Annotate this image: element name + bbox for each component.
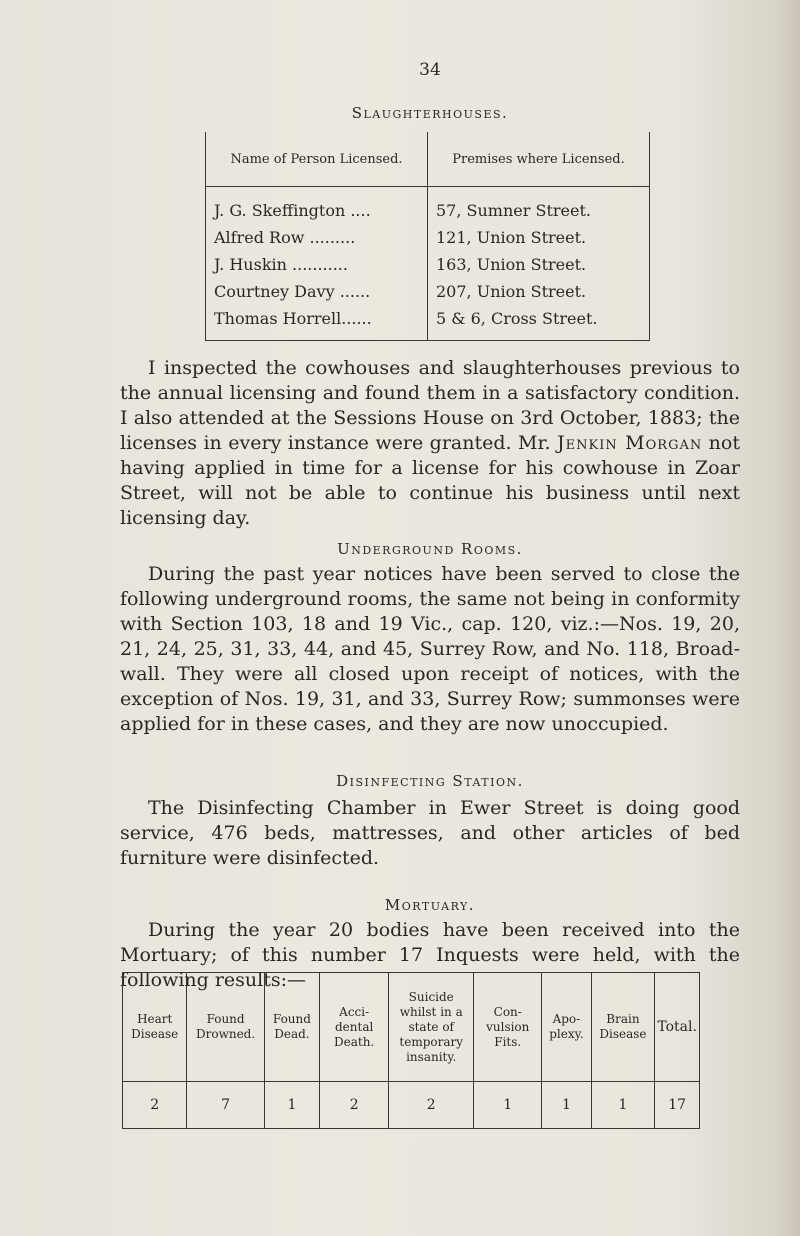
mortuary-paragraph: During the year 20 bodies have been received into the Mortuary; of this number 17 Inquests were held, with the following results:— [120, 919, 740, 991]
premises-address: 57, Sumner Street. [428, 187, 650, 225]
table-row [206, 278, 650, 305]
table-row [206, 251, 650, 278]
table-cell: 1 [264, 1082, 319, 1129]
licensee-name: Alfred Row ......... [206, 224, 428, 251]
licensee-name: J. Huskin ........... [206, 251, 428, 278]
column-header: Premises where Licensed. [428, 132, 650, 187]
column-header: Found Drowned. [187, 973, 264, 1082]
premises-address: 163, Union Street. [428, 251, 650, 278]
table-cell: 1 [474, 1082, 542, 1129]
column-header: Apo- plexy. [542, 973, 591, 1082]
inquest-results-table [122, 972, 700, 1129]
column-header: Found Dead. [264, 973, 319, 1082]
column-header: Name of Person Licensed. [206, 132, 428, 187]
column-header: Suicide whilst in a state of temporary insanity. [389, 973, 474, 1082]
licensee-name: Thomas Horrell...... [206, 305, 428, 341]
table-cell: 1 [542, 1082, 591, 1129]
person-name: Jenkin Morgan [557, 432, 703, 454]
table-row [123, 1082, 700, 1129]
mortuary-heading: Mortuary. [384, 896, 476, 914]
table-row [206, 305, 650, 341]
column-header: Heart Disease [123, 973, 187, 1082]
slaughterhouses-heading: Slaughterhouses. [351, 104, 509, 122]
table-cell: 2 [320, 1082, 389, 1129]
table-row [206, 187, 650, 225]
disinfecting-station-heading: Disinfecting Station. [336, 772, 524, 790]
underground-rooms-heading: Underground Rooms. [337, 540, 523, 558]
table-cell: 7 [187, 1082, 264, 1129]
underground-rooms-paragraph: During the past year notices have been served to close the following underground rooms, the same not being in conformity with Section 103, 18 and 19 Vic., cap. 120, viz.:—Nos. 19, 20, 21, 24, 25, 31, 33, 44, and 45, Surrey Row, and No. 118, Broad- wall. They were all closed upon receipt of notices, with the exception of Nos. 19, 31, and 33, Surrey Row; summonses were applied for in these cases, and they are now unoccupied. [120, 563, 740, 735]
slaughterhouses-paragraph [120, 356, 740, 531]
column-header: Acci- dental Death. [320, 973, 389, 1082]
premises-address: 207, Union Street. [428, 278, 650, 305]
column-header: Con- vulsion Fits. [474, 973, 542, 1082]
premises-address: 5 & 6, Cross Street. [428, 305, 650, 341]
disinfecting-station-paragraph: The Disinfecting Chamber in Ewer Street is doing good service, 476 beds, mattresses, and other articles of bed furniture were disinfected. [120, 797, 740, 869]
licensee-name: Courtney Davy ...... [206, 278, 428, 305]
column-header: Total. [655, 973, 700, 1082]
table-cell: 1 [591, 1082, 655, 1129]
page-number: 34 [419, 60, 441, 80]
licensee-name: J. G. Skeffington .... [206, 187, 428, 225]
table-cell: 2 [389, 1082, 474, 1129]
paragraph-text: I inspected the cowhouses and slaughterhouses previous to the annual licensing and found them in a satisfactory condition. I also attended at the Sessions House on 3rd October, 1883; the licenses in every instance were granted. Mr. [120, 357, 740, 454]
premises-address: 121, Union Street. [428, 224, 650, 251]
table-cell: 2 [123, 1082, 187, 1129]
table-row [206, 224, 650, 251]
table-cell: 17 [655, 1082, 700, 1129]
paragraph-text: not having applied in time for a license for his cowhouse in Zoar Street, will not be able to continue his business until next licensing day. [120, 432, 740, 529]
column-header: Brain Disease [591, 973, 655, 1082]
slaughterhouses-table [205, 132, 650, 341]
